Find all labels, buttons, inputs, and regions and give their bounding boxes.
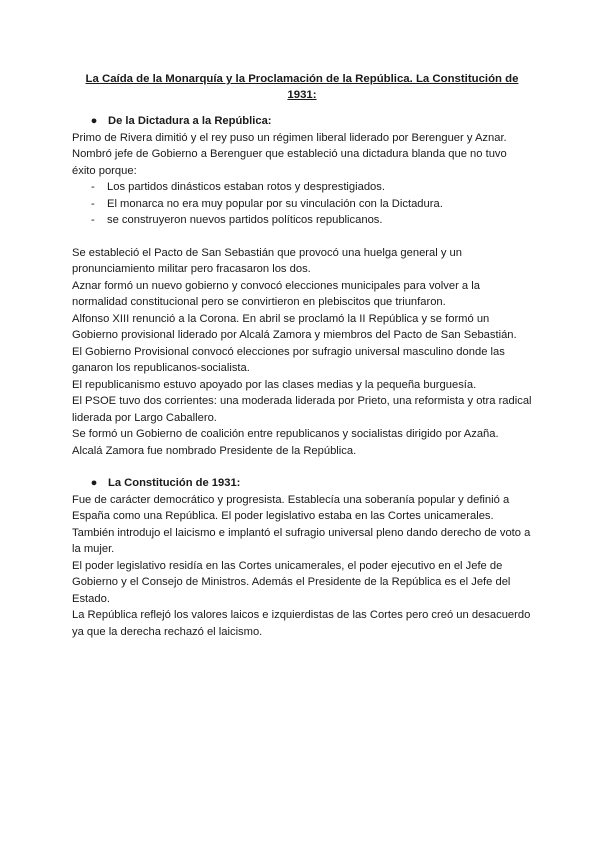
paragraph: Fue de carácter democrático y progresista. Establecía una soberanía popular y definió a España como una República. El poder legislativo estaba en las Cortes unicamerales. (72, 493, 510, 522)
paragraph: Nombró jefe de Gobierno a Berenguer que estableció una dictadura blanda que no tuvo éxito porque: (72, 148, 507, 177)
paragraph: También introdujo el laicismo e implantó el sufragio universal pleno dando derecho de voto a la mujer. (72, 526, 531, 555)
reasons-list (72, 179, 532, 229)
paragraph: Se estableció el Pacto de San Sebastián que provocó una huelga general y un pronunciamiento militar pero fracasaron los dos. (72, 246, 462, 275)
spacer (72, 459, 532, 475)
list-item-text: El monarca no era muy popular por su vinculación con la Dictadura. (107, 197, 443, 210)
dash-icon: - (91, 197, 95, 210)
section-heading-dictadura (72, 113, 532, 130)
bullet-icon: ● (90, 115, 98, 127)
dash-icon: - (91, 181, 95, 193)
paragraph: Primo de Rivera dimitió y el rey puso un régimen liberal liderado por Berenguer y Aznar. (72, 131, 507, 144)
paragraph: Alfonso XIII renunció a la Corona. En abril se proclamó la II República y se formó un Gobierno provisional liderado por Alcalá Zamora y miembros del Pacto de San Sebastián. (72, 312, 517, 341)
paragraph: Alcalá Zamora fue nombrado Presidente de la República. (72, 444, 357, 457)
spacer (72, 229, 532, 245)
list-item (72, 212, 532, 229)
document-body (72, 71, 532, 640)
paragraph: Aznar formó un nuevo gobierno y convocó elecciones municipales para volver a la normalidad constitucional pero se convirtieron en plebiscitos que triunfaron. (72, 279, 480, 308)
list-item-text: se construyeron nuevos partidos políticos republicanos. (107, 214, 383, 226)
paragraph: El PSOE tuvo dos corrientes: una moderada liderada por Prieto, una reformista y otra radical liderada por Largo Caballero. (72, 395, 532, 424)
bullet-icon: ● (90, 477, 98, 489)
document-title: La Caída de la Monarquía y la Proclamación de la República. La Constitución de 1931: (85, 73, 519, 101)
section-heading-text: De la Dictadura a la República: (108, 115, 272, 127)
list-item (72, 179, 532, 196)
paragraph: El poder legislativo residía en las Cortes unicamerales, el poder ejecutivo en el Jefe de Gobierno y el Consejo de Ministros. Además el Presidente de la República es el Jefe del Estado. (72, 559, 511, 605)
section-heading-text: La Constitución de 1931: (108, 477, 241, 489)
list-item-text: Los partidos dinásticos estaban rotos y desprestigiados. (107, 181, 385, 193)
dash-icon: - (91, 214, 95, 226)
paragraph: Se formó un Gobierno de coalición entre republicanos y socialistas dirigido por Azaña. (72, 428, 499, 440)
section-heading-constitucion (72, 475, 532, 492)
paragraph: El republicanismo estuvo apoyado por las clases medias y la pequeña burguesía. (72, 378, 477, 391)
list-item (72, 196, 532, 213)
paragraph: La República reflejó los valores laicos e izquierdistas de las Cortes pero creó un desacuerdo ya que la derecha rechazó el laicismo. (72, 609, 531, 638)
paragraph: El Gobierno Provisional convocó elecciones por sufragio universal masculino donde las ganaron los republicanos-socialista. (72, 345, 505, 374)
